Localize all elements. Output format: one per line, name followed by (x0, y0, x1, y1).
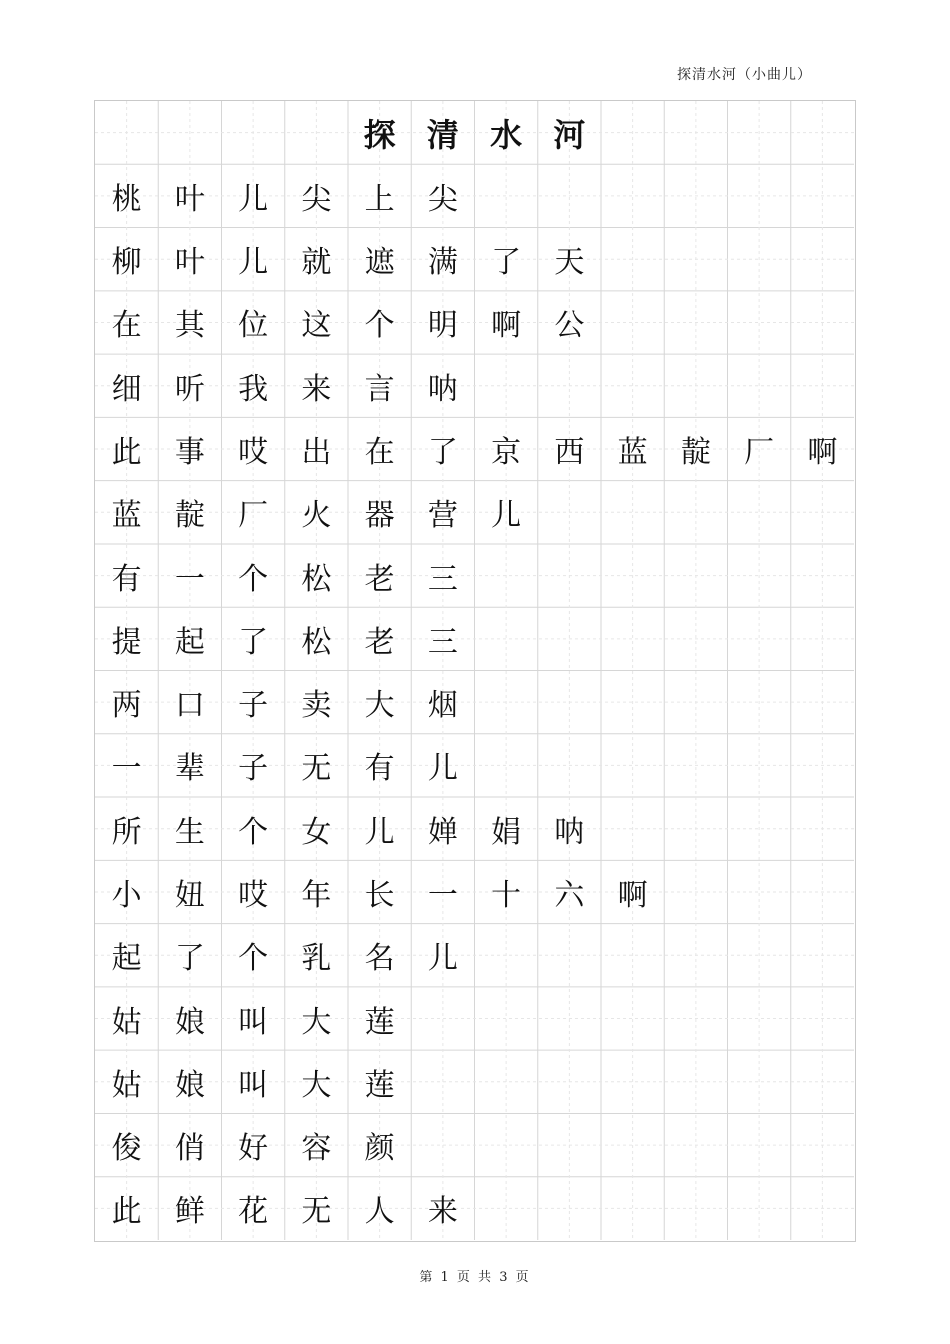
lyric-char: 老 (364, 561, 395, 597)
lyric-char: 娟 (491, 814, 522, 850)
lyric-char: 个 (238, 941, 269, 977)
lyric-char: 京 (491, 435, 522, 470)
lyric-char: 了 (238, 624, 269, 660)
lyric-char: 厂 (744, 435, 775, 470)
lyric-char: 了 (427, 435, 458, 470)
lyric-char: 出 (301, 435, 332, 470)
lyric-char: 有 (111, 561, 142, 597)
lyric-char: 名 (364, 941, 395, 977)
lyric-char: 来 (301, 371, 332, 407)
lyric-char: 松 (301, 561, 332, 597)
lyric-char: 就 (301, 245, 332, 281)
lyric-row (95, 607, 855, 670)
lyric-char: 个 (238, 814, 269, 850)
lyric-char: 位 (238, 308, 269, 344)
lyric-char: 西 (554, 435, 585, 470)
lyric-char: 听 (174, 371, 205, 407)
lyric-char: 天 (554, 245, 585, 281)
lyric-char: 三 (427, 624, 458, 660)
title-char: 水 (490, 115, 523, 154)
lyric-char: 叶 (174, 245, 205, 281)
lyric-char: 生 (174, 814, 205, 850)
lyric-char: 小 (111, 877, 142, 913)
lyric-char: 无 (301, 751, 332, 787)
lyric-char: 明 (427, 308, 458, 344)
lyric-char: 儿 (427, 751, 458, 787)
lyric-char: 松 (301, 624, 332, 660)
lyric-char: 叶 (174, 181, 205, 217)
title-row (95, 101, 855, 164)
lyric-char: 儿 (238, 181, 269, 217)
lyric-char: 大 (364, 688, 395, 724)
lyric-char: 老 (364, 624, 395, 660)
lyric-char: 六 (554, 877, 585, 913)
lyric-row (95, 1113, 855, 1176)
lyric-char: 公 (554, 308, 585, 344)
title-char: 清 (426, 115, 459, 154)
lyric-char: 在 (364, 435, 395, 470)
lyric-char: 子 (238, 688, 269, 724)
lyric-char: 遮 (364, 245, 395, 281)
lyric-char: 桃 (111, 181, 142, 217)
lyric-char: 来 (427, 1194, 458, 1230)
lyric-char: 我 (238, 371, 269, 407)
lyric-char: 言 (364, 371, 395, 407)
lyric-row (95, 1177, 855, 1240)
lyric-row (95, 544, 855, 607)
lyric-char: 乳 (301, 941, 332, 977)
copybook-grid (94, 100, 856, 1242)
lyric-char: 一 (111, 751, 142, 787)
lyric-char: 呐 (427, 371, 458, 407)
lyric-char: 儿 (238, 245, 269, 281)
lyric-char: 火 (301, 498, 332, 534)
lyric-char: 营 (427, 498, 458, 534)
lyric-char: 此 (111, 1194, 142, 1230)
lyric-char: 了 (174, 941, 205, 977)
lyric-char: 俏 (174, 1131, 205, 1167)
lyric-char: 好 (238, 1131, 269, 1167)
lyric-char: 个 (238, 561, 269, 597)
lyric-row (95, 987, 855, 1050)
lyric-char: 尖 (427, 181, 458, 217)
lyric-char: 上 (364, 181, 395, 217)
lyric-char: 无 (301, 1194, 332, 1230)
lyric-char: 这 (301, 308, 332, 344)
lyric-char: 大 (301, 1067, 332, 1103)
lyric-row (95, 354, 855, 417)
lyric-row (95, 164, 855, 227)
lyric-char: 儿 (364, 814, 395, 850)
lyric-row (95, 417, 855, 480)
title-char: 河 (553, 115, 586, 154)
lyric-char: 啊 (807, 435, 838, 470)
lyric-char: 十 (491, 877, 522, 913)
lyric-row (95, 734, 855, 797)
lyric-row (95, 797, 855, 860)
lyric-char: 提 (111, 624, 142, 660)
lyric-char: 叫 (238, 1004, 269, 1040)
lyric-char: 有 (364, 751, 395, 787)
lyric-char: 在 (111, 308, 142, 344)
title-char: 探 (363, 115, 396, 154)
lyric-char: 靛 (174, 498, 205, 534)
lyric-char: 妞 (174, 877, 205, 913)
lyric-char: 呐 (554, 814, 585, 850)
lyric-char: 哎 (238, 435, 269, 470)
lyric-char: 烟 (427, 688, 458, 724)
lyric-char: 所 (111, 814, 142, 850)
lyric-char: 器 (364, 498, 395, 534)
lyric-char: 厂 (238, 498, 269, 534)
lyric-char: 辈 (174, 751, 205, 787)
lyric-char: 鲜 (174, 1194, 205, 1230)
lyric-char: 姑 (111, 1067, 142, 1103)
lyric-char: 容 (301, 1131, 332, 1167)
lyric-char: 起 (111, 941, 142, 977)
lyric-char: 尖 (301, 181, 332, 217)
lyric-row (95, 924, 855, 987)
lyric-char: 靛 (680, 435, 711, 470)
lyric-char: 满 (427, 245, 458, 281)
lyric-char: 口 (174, 688, 205, 724)
lyric-char: 娘 (174, 1067, 205, 1103)
lyric-char: 叫 (238, 1067, 269, 1103)
lyric-char: 俊 (111, 1131, 142, 1167)
lyric-char: 人 (364, 1194, 395, 1230)
page-footer: 第 1 页 共 3 页 (419, 1270, 531, 1285)
lyric-char: 姑 (111, 1004, 142, 1040)
lyric-char: 大 (301, 1004, 332, 1040)
lyric-row (95, 481, 855, 544)
lyric-char: 娘 (174, 1004, 205, 1040)
lyric-row (95, 671, 855, 734)
lyric-char: 一 (427, 877, 458, 913)
lyric-char: 婵 (427, 814, 458, 850)
lyric-char: 花 (238, 1194, 269, 1230)
lyric-char: 其 (174, 308, 205, 344)
lyric-char: 起 (174, 624, 205, 660)
lyric-row (95, 860, 855, 923)
lyric-char: 长 (364, 877, 395, 913)
lyric-char: 哎 (238, 877, 269, 913)
lyric-char: 啊 (617, 877, 648, 913)
lyric-char: 蓝 (111, 498, 142, 534)
lyric-row (95, 291, 855, 354)
lyric-char: 此 (111, 435, 142, 470)
lyric-char: 女 (301, 814, 332, 850)
lyric-char: 一 (174, 561, 205, 597)
lyric-char: 子 (238, 751, 269, 787)
lyric-char: 事 (174, 435, 205, 470)
lyric-char: 蓝 (617, 435, 648, 470)
lyric-char: 柳 (111, 245, 142, 281)
lyric-char: 细 (111, 371, 142, 407)
lyric-row (95, 228, 855, 291)
lyric-char: 年 (301, 877, 332, 913)
lyric-char: 莲 (364, 1067, 395, 1103)
lyric-char: 啊 (491, 308, 522, 344)
lyric-char: 卖 (301, 688, 332, 724)
lyric-char: 颜 (364, 1131, 395, 1167)
page-header: 探清水河（小曲儿） (677, 67, 812, 83)
lyric-char: 三 (427, 561, 458, 597)
lyric-char: 儿 (427, 941, 458, 977)
lyric-char: 个 (364, 308, 395, 344)
lyric-char: 两 (111, 688, 142, 724)
lyric-char: 莲 (364, 1004, 395, 1040)
lyric-char: 了 (491, 245, 522, 281)
lyric-row (95, 1050, 855, 1113)
lyric-char: 儿 (491, 498, 522, 534)
